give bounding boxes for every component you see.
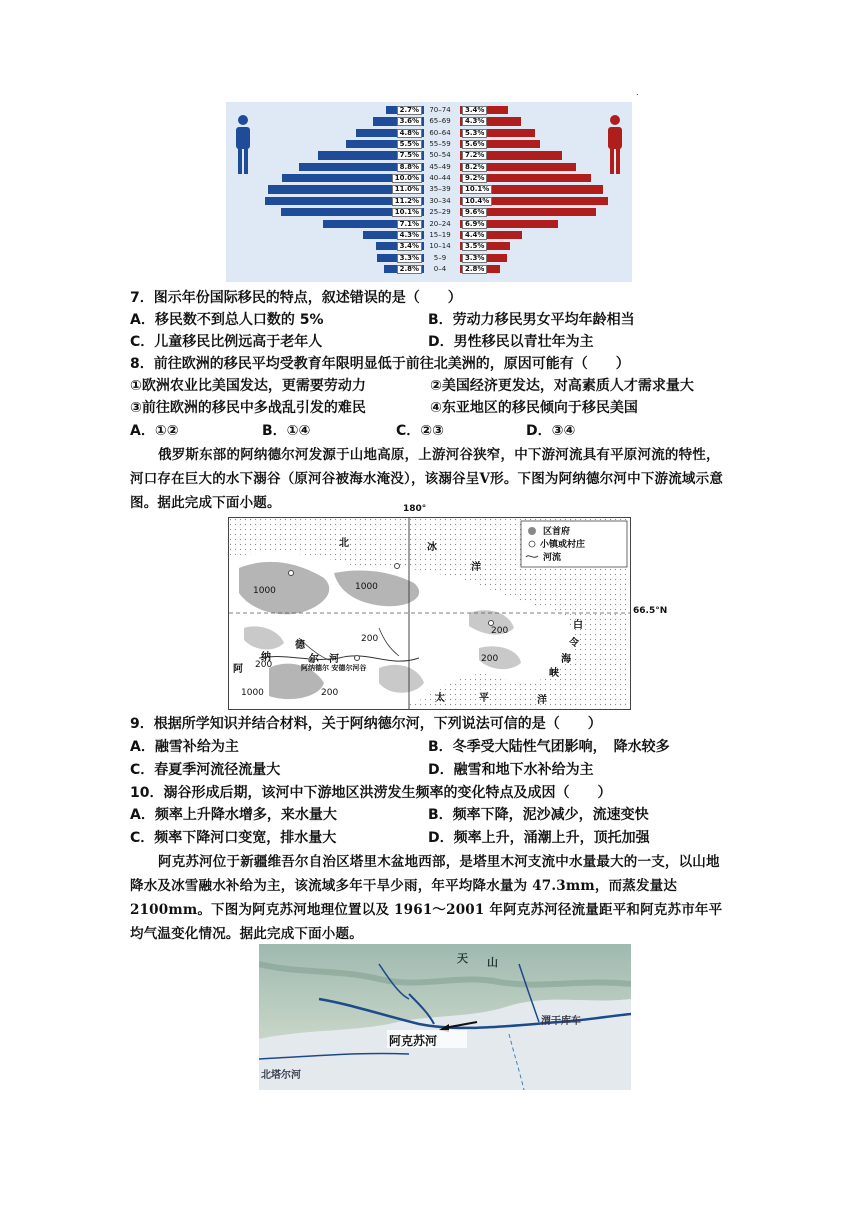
q9-stem: 9．根据所学知识并结合材料，关于阿纳德尔河，下列说法可信的是（ ） <box>130 716 602 732</box>
map-label-xia: 峡 <box>549 668 559 679</box>
map-label-tai: 太 <box>435 693 445 704</box>
age-group-label: 30–34 <box>429 196 451 205</box>
female-bar-label: 6.9% <box>462 220 487 229</box>
map-latitude-label: 66.5°N <box>633 606 668 616</box>
photo-label-bei: 北塔尔河 <box>261 1070 301 1081</box>
age-group-label: 25–29 <box>429 208 451 217</box>
male-bar-label: 11.0% <box>392 185 422 194</box>
age-group-label: 50–54 <box>429 151 451 160</box>
photo-label-shan: 山 <box>487 956 498 969</box>
male-bar-label: 5.5% <box>397 140 422 149</box>
male-bar-label: 2.8% <box>397 265 422 274</box>
q9-option-a[interactable]: A．融雪补给为主 <box>130 739 239 755</box>
female-bar-label: 3.5% <box>462 242 487 251</box>
male-bar-label: 3.6% <box>397 117 422 126</box>
female-bar-label: 10.1% <box>462 185 492 194</box>
map-label-ping: 平 <box>479 693 489 704</box>
map-elev-200e: 200 <box>481 654 499 664</box>
map-label-bai: 白 <box>573 620 583 631</box>
male-bar-label: 2.7% <box>397 106 422 115</box>
q7-option-c[interactable]: C．儿童移民比例远高于老年人 <box>130 334 323 350</box>
q7-option-d[interactable]: D．男性移民以青壮年为主 <box>428 334 594 350</box>
q8-option-c[interactable]: C．②③ <box>396 423 444 439</box>
map-elev-200d: 200 <box>491 626 509 636</box>
map-label-yang1: 洋 <box>471 562 481 573</box>
male-bar-label: 4.3% <box>397 231 422 240</box>
map-label-bei: 北 <box>339 538 349 549</box>
map-elev-200b: 200 <box>255 660 273 670</box>
q8-statement-3: ③前往欧洲的移民中多战乱引发的难民 <box>130 400 366 416</box>
map-elev-1000b: 1000 <box>355 582 378 592</box>
age-group-label: 15–19 <box>429 230 451 239</box>
q10-option-a[interactable]: A．频率上升降水增多，来水量大 <box>130 807 337 823</box>
female-bar-label: 10.4% <box>462 197 492 206</box>
male-bar-label: 7.1% <box>397 220 422 229</box>
map-label-er: 尔 <box>309 654 319 665</box>
q8-statement-1: ①欧洲农业比美国发达，更需要劳动力 <box>130 378 366 394</box>
female-bar-label: 2.8% <box>462 265 487 274</box>
age-group-label: 70–74 <box>429 106 451 114</box>
male-bar-label: 4.8% <box>397 129 422 138</box>
female-bar-label: 4.3% <box>462 117 487 126</box>
age-group-label: 45–49 <box>429 162 451 171</box>
q7-stem: 7．图示年份国际移民的特点，叙述错误的是（ ） <box>130 290 462 306</box>
q10-option-b[interactable]: B．频率下降，泥沙减少，流速变快 <box>428 807 649 823</box>
aksu-intro-paragraph: 阿克苏河位于新疆维吾尔自治区塔里木盆地西部，是塔里木河支流中水量最大的一支，以山地降水及冰雪融水补给为主，该流域多年干旱少雨，年平均降水量为 47.3mm，而蒸发量达 2100mm。下图为阿克苏河地理位置以及 1961～2001 年阿克苏河径流量距平和阿克苏市年平均气温变化情况。据此完成下面小题。 <box>130 854 723 942</box>
q8-statement-4: ④东亚地区的移民倾向于移民美国 <box>430 400 638 416</box>
map-town-label: 阿纳德尔 安德尔河谷 <box>301 664 367 672</box>
population-pyramid <box>226 102 632 282</box>
q8-option-d[interactable]: D．③④ <box>526 423 576 439</box>
map-label-ling: 令 <box>569 638 579 649</box>
female-bar-label: 9.6% <box>462 208 487 217</box>
photo-label-tian: 天 <box>457 952 468 965</box>
map-label-bing: 冰 <box>427 542 437 553</box>
anadyr-intro-paragraph: 俄罗斯东部的阿纳德尔河发源于山地高原，上游河谷狭窄，中下游河流具有平原河流的特性，河口存在巨大的水下溺谷（原河谷被海水淹没），该溺谷呈Ⅴ形。下图为阿纳德尔河中下游流域示意图。据此完成下面小题。 <box>130 447 724 511</box>
male-bar-label: 3.4% <box>397 242 422 251</box>
male-bar-label: 8.8% <box>397 163 422 172</box>
male-bar-label: 7.5% <box>397 151 422 160</box>
aksu-river-map <box>259 944 631 1090</box>
age-group-label: 35–39 <box>429 185 451 194</box>
age-group-label: 60–64 <box>429 128 451 137</box>
photo-label-aksu-river: 阿克苏河 <box>389 1034 438 1048</box>
map-elev-200a: 200 <box>361 634 379 644</box>
q10-option-d[interactable]: D．频率上升，涌潮上升，顶托加强 <box>428 830 650 846</box>
map-elev-200c: 200 <box>321 688 339 698</box>
male-bar-label: 11.2% <box>392 197 422 206</box>
map-elev-1000c: 1000 <box>241 688 264 698</box>
map-label-de: 德 <box>295 640 305 651</box>
age-group-label: 0–4 <box>433 264 447 273</box>
q7-option-a[interactable]: A．移民数不到总人口数的 5% <box>130 312 324 328</box>
female-bar-label: 7.2% <box>462 151 487 160</box>
female-bar-label: 5.6% <box>462 140 487 149</box>
q8-statement-2: ②美国经济更发达，对高素质人才需求量大 <box>430 378 694 394</box>
photo-label-weigan: 渭干库车 <box>541 1016 581 1027</box>
age-group-label: 5–9 <box>433 253 447 262</box>
q9-option-c[interactable]: C．春夏季河流径流量大 <box>130 762 281 778</box>
legend-river: 河流 <box>543 553 562 563</box>
map-label-hai: 海 <box>561 654 571 665</box>
q7-option-b[interactable]: B．劳动力移民男女平均年龄相当 <box>428 312 635 328</box>
age-group-label: 20–24 <box>429 219 451 228</box>
legend-capital: 区首府 <box>543 527 571 537</box>
q10-stem: 10．溺谷形成后期，该河中下游地区洪涝发生频率的变化特点及成因（ ） <box>130 785 612 801</box>
map-elev-1000a: 1000 <box>253 586 276 596</box>
female-bar-label: 3.4% <box>462 106 487 115</box>
q8-stem: 8．前往欧洲的移民平均受教育年限明显低于前往北美洲的，原因可能有（ ） <box>130 356 630 372</box>
female-bar-label: 4.4% <box>462 231 487 240</box>
q9-option-b[interactable]: B．冬季受大陆性气团影响， 降水较多 <box>428 739 670 755</box>
q10-option-c[interactable]: C．频率下降河口变宽，排水量大 <box>130 830 337 846</box>
stray-dot: . <box>636 88 639 97</box>
female-bar-label: 3.3% <box>462 254 487 263</box>
map-label-a: 阿 <box>233 664 243 675</box>
female-bar-label: 9.2% <box>462 174 487 183</box>
legend-town: 小镇或村庄 <box>540 540 586 550</box>
age-group-label: 65–69 <box>429 117 451 126</box>
q8-option-a[interactable]: A．①② <box>130 423 179 439</box>
male-figure-icon <box>232 114 254 176</box>
male-bar-label: 10.0% <box>392 174 422 183</box>
male-bar-label: 10.1% <box>392 208 422 217</box>
age-group-label: 40–44 <box>429 174 451 183</box>
map-longitude-label: 180° <box>403 504 427 514</box>
female-figure-icon <box>604 114 626 176</box>
age-group-label: 10–14 <box>429 242 451 251</box>
male-bar-label: 3.3% <box>397 254 422 263</box>
map-label-he: 河 <box>329 654 339 665</box>
q8-option-b[interactable]: B．①④ <box>262 423 311 439</box>
q9-option-d[interactable]: D．融雪和地下水补给为主 <box>428 762 594 778</box>
age-group-label: 55–59 <box>429 140 451 149</box>
anadyr-basin-map <box>228 517 631 710</box>
female-bar-label: 8.2% <box>462 163 487 172</box>
map-label-yang2: 洋 <box>537 695 547 706</box>
female-bar-label: 5.3% <box>462 129 487 138</box>
map-label-na: 纳 <box>261 652 271 663</box>
